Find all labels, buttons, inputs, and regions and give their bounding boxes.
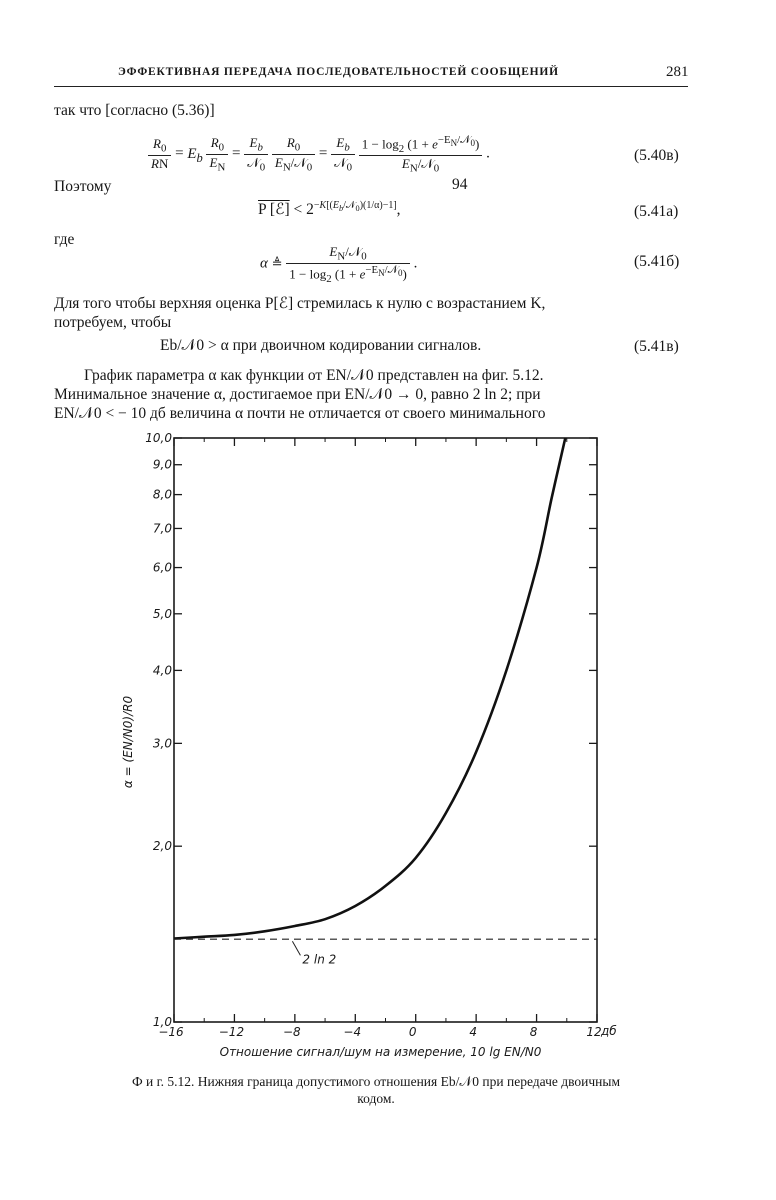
y-tick-label: 4,0 bbox=[152, 663, 172, 678]
x-tick-label: 4 bbox=[469, 1025, 477, 1039]
x-tick-label: −16 bbox=[158, 1025, 184, 1039]
y-tick-label: 1,0 bbox=[152, 1015, 172, 1029]
x-tick-label: −12 bbox=[218, 1025, 245, 1039]
text-line: потребуем, чтобы bbox=[54, 314, 172, 332]
y-tick-label: 3,0 bbox=[152, 736, 172, 751]
annotation-leader bbox=[292, 941, 300, 955]
x-tick-label: −8 bbox=[283, 1025, 301, 1039]
y-tick-label: 7,0 bbox=[152, 521, 172, 536]
equation-label: (5.41а) bbox=[634, 203, 679, 220]
caption-line: Ф и г. 5.12. Нижняя граница допустимого отношения Eb/𝒩0 при передаче двоичным bbox=[131, 1074, 620, 1089]
y-tick-label: 5,0 bbox=[152, 606, 172, 621]
x-tick-label: −4 bbox=[343, 1025, 362, 1039]
equation-5-41a: P [ℰ] < $2^{-K[(E_b/𝒩_0)(1/\alpha)-1]}$, bbox=[258, 200, 401, 219]
text-line: Минимальное значение α, достигаемое при EN/𝒩0 → 0, равно 2 ln 2; при bbox=[54, 386, 541, 404]
poetomu-word: Поэтому bbox=[54, 178, 112, 195]
x-tick-label: 0 bbox=[408, 1025, 417, 1039]
equation-5-41b: α ≜ $\frac{E_N/𝒩_0}{1 - \log_2 (1 + e^{-E_N/𝒩_0})}$ . bbox=[260, 244, 418, 285]
equation-5-41v: Eb/𝒩0 > α при двоичном кодировании сигналов. bbox=[160, 337, 482, 354]
stray-number: 94 bbox=[452, 176, 468, 193]
x-unit-label: дб bbox=[601, 1024, 617, 1038]
x-tick-label: 8 bbox=[529, 1025, 538, 1039]
x-tick-label: 12 bbox=[586, 1025, 602, 1039]
text-line: Для того чтобы верхняя оценка P[ℰ] стремилась к нулю с возрастанием K, bbox=[54, 295, 546, 312]
annotation-2ln2: 2 ln 2 bbox=[302, 952, 337, 967]
equation-label: (5.41в) bbox=[634, 338, 679, 355]
x-axis-label: Отношение сигнал/шум на измерение, 10 lg EN/N0 bbox=[219, 1045, 542, 1059]
equation-label: (5.40в) bbox=[634, 147, 679, 164]
y-axis-label: α = (EN/N0)/R0 bbox=[121, 695, 135, 789]
y-tick-label: 10,0 bbox=[145, 431, 172, 445]
y-tick-label: 6,0 bbox=[152, 560, 172, 575]
gde-word: где bbox=[54, 231, 75, 248]
figure-caption bbox=[56, 1073, 696, 1107]
equation-5-40v: $\frac{R_0}{RN}$ = $E_b$ $\frac{R_0}{E_N}$ = $\frac{E_b}{𝒩_0}$ $\frac{R_0}{E_N/𝒩_0}$ = $\frac{E_b}{𝒩_0}$ $\frac{1 - \log_2 (1 + e^{-E_N/𝒩_0})}{E_N/𝒩_0}$ . bbox=[148, 134, 490, 175]
caption-line: кодом. bbox=[357, 1091, 395, 1106]
page-number: 281 bbox=[666, 64, 689, 80]
text-line: EN/𝒩0 < − 10 дб величина α почти не отличается от своего минимального bbox=[54, 405, 546, 423]
running-title: ЭФФЕКТИВНАЯ ПЕРЕДАЧА ПОСЛЕДОВАТЕЛЬНОСТЕЙ СООБЩЕНИЙ bbox=[118, 66, 559, 78]
equation-label: (5.41б) bbox=[634, 253, 680, 270]
intro-line: так что [согласно (5.36)] bbox=[54, 102, 215, 119]
y-tick-label: 9,0 bbox=[152, 457, 172, 472]
alpha-curve bbox=[174, 438, 565, 939]
y-tick-label: 8,0 bbox=[152, 487, 172, 502]
y-tick-label: 2,0 bbox=[152, 839, 172, 854]
text-line: График параметра α как функции от EN/𝒩0 представлен на фиг. 5.12. bbox=[84, 367, 544, 384]
